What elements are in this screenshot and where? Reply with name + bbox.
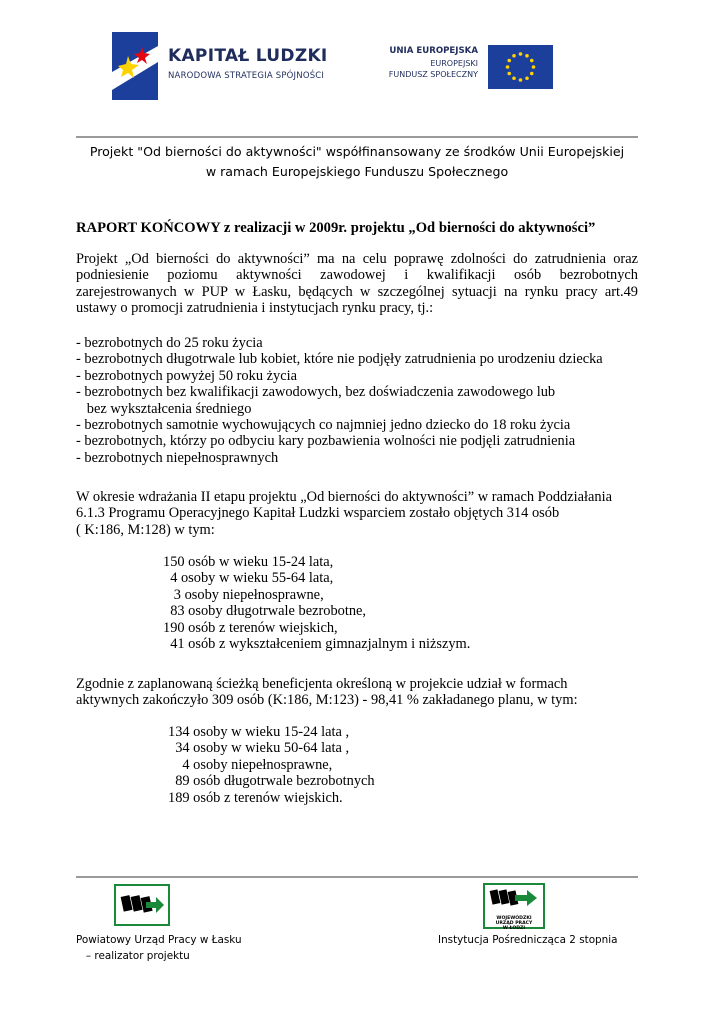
footer-divider: [76, 876, 638, 878]
paragraph-line: Zgodnie z zaplanowaną ścieżką beneficjenta określoną w projekcie udział w formach: [76, 676, 568, 692]
eu-star-icon: [512, 54, 516, 58]
kapital-ludzki-subtitle: NARODOWA STRATEGIA SPÓJNOŚCI: [168, 71, 325, 81]
list-item: 190 osób z terenów wiejskich,: [163, 619, 338, 636]
paragraph-line: ( K:186, M:128) w tym:: [76, 521, 215, 538]
eu-line-2: EUROPEJSKI: [430, 58, 478, 68]
wup-caption-line: WOJEWÓDZKI: [496, 916, 532, 921]
eu-star-icon: [519, 52, 523, 56]
pup-arrow-icon: [116, 886, 168, 924]
list-item: 83 osoby długotrwale bezrobotne,: [163, 603, 367, 620]
footer-left-line-2: – realizator projektu: [76, 950, 190, 962]
list-item: - bezrobotnych długotrwale lub kobiet, które nie podjęły zatrudnienia po urodzeniu dziecka: [76, 351, 603, 368]
eu-star-icon: [532, 65, 536, 69]
paragraph-line: 6.1.3 Programu Operacyjnego Kapitał Ludzki wsparciem zostało objętych 314 osób: [76, 505, 560, 522]
kapital-ludzki-logo: [112, 32, 342, 102]
wup-caption-line: W ŁODZI: [502, 926, 526, 931]
footer-left-caption: [76, 932, 242, 964]
eu-star-icon: [530, 72, 534, 76]
eu-line-3: FUNDUSZ SPOŁECZNY: [388, 70, 478, 79]
project-caption-line-2: w ramach Europejskiego Funduszu Społecznego: [205, 164, 509, 179]
intro-line: ustawy o promocji zatrudnienia i instytucjach rynku pracy, tj.:: [76, 300, 434, 317]
footer-left-line-1: Powiatowy Urząd Pracy w Łasku: [76, 934, 242, 946]
target-groups-list: [76, 335, 603, 466]
list-item: 4 osoby niepełnosprawne,: [168, 756, 333, 773]
kapital-ludzki-emblem-icon: [112, 32, 158, 100]
project-caption-line-1: Projekt "Od bierności do aktywności" współfinansowany ze środków Unii Europejskiej: [89, 144, 625, 159]
eu-star-icon: [507, 59, 511, 63]
list-item: 189 osób z terenów wiejskich.: [168, 789, 343, 806]
list-item: 150 osób w wieku 15-24 lata,: [163, 554, 334, 570]
pup-lask-logo-icon: [114, 884, 170, 926]
kapital-ludzki-title: KAPITAŁ LUDZKI: [168, 46, 328, 66]
intro-line: podniesienie poziomu aktywności zawodowej i kwalifikacji osób bezrobotnych: [76, 267, 638, 284]
list-item: - bezrobotnych powyżej 50 roku życia: [76, 367, 297, 384]
wup-lodz-logo-icon: [483, 883, 545, 929]
list-item: bez wykształcenia średniego: [76, 400, 252, 417]
eu-star-icon: [506, 65, 510, 69]
eu-star-icon: [530, 59, 534, 63]
intro-line: Projekt „Od bierności do aktywności” ma na celu poprawę zdolności do zatrudnienia oraz: [76, 251, 638, 267]
eu-efs-text: [389, 46, 478, 81]
paragraph-line: W okresie wdrażania II etapu projektu „Od bierności do aktywności” w ramach Poddziałania: [76, 489, 612, 505]
eu-star-icon: [512, 76, 516, 80]
eu-line-1: UNIA EUROPEJSKA: [389, 46, 478, 56]
footer-right-caption: Instytucja Pośrednicząca 2 stopnia: [438, 934, 618, 946]
header-divider: [76, 136, 638, 138]
project-caption: [76, 142, 638, 182]
list-item: - bezrobotnych bez kwalifikacji zawodowych, bez doświadczenia zawodowego lub: [76, 384, 556, 401]
participants-breakdown-list: [163, 554, 470, 652]
wup-logo-caption: [485, 916, 543, 931]
eu-star-icon: [519, 78, 523, 82]
report-title: RAPORT KOŃCOWY z realizacji w 2009r. projektu „Od bierności do aktywności”: [76, 220, 596, 236]
eu-efs-logo: [388, 45, 554, 91]
completion-breakdown-list: [168, 724, 375, 806]
completion-paragraph: [76, 676, 578, 709]
eu-flag-icon: [488, 45, 553, 89]
list-item: 89 osób długotrwale bezrobotnych: [168, 773, 375, 790]
list-item: - bezrobotnych, którzy po odbyciu kary pozbawienia wolności nie podjęli zatrudnienia: [76, 433, 576, 450]
eu-star-icon: [507, 72, 511, 76]
list-item: - bezrobotnych do 25 roku życia: [76, 335, 263, 351]
wup-caption-line: URZĄD PRACY: [495, 921, 533, 926]
stage-two-paragraph: [76, 489, 612, 538]
list-item: - bezrobotnych samotnie wychowujących co najmniej jedno dziecko do 18 roku życia: [76, 417, 571, 434]
list-item: - bezrobotnych niepełnosprawnych: [76, 449, 279, 466]
list-item: 134 osoby w wieku 15-24 lata ,: [168, 724, 350, 740]
eu-star-icon: [525, 76, 529, 80]
eu-star-icon: [525, 54, 529, 58]
list-item: 3 osoby niepełnosprawne,: [163, 586, 324, 603]
list-item: 41 osób z wykształceniem gimnazjalnym i niższym.: [163, 636, 471, 653]
list-item: 34 osoby w wieku 50-64 lata ,: [168, 740, 350, 757]
wup-arrow-icon: [485, 885, 543, 911]
intro-paragraph: [76, 251, 638, 317]
intro-line: zarejestrowanych w PUP w Łasku, będących w szczególnej sytuacji na rynku pracy art.49: [76, 283, 638, 300]
paragraph-line: aktywnych zakończyło 309 osób (K:186, M:123) - 98,41 % zakładanego planu, w tym:: [76, 692, 578, 709]
list-item: 4 osoby w wieku 55-64 lata,: [163, 570, 334, 587]
